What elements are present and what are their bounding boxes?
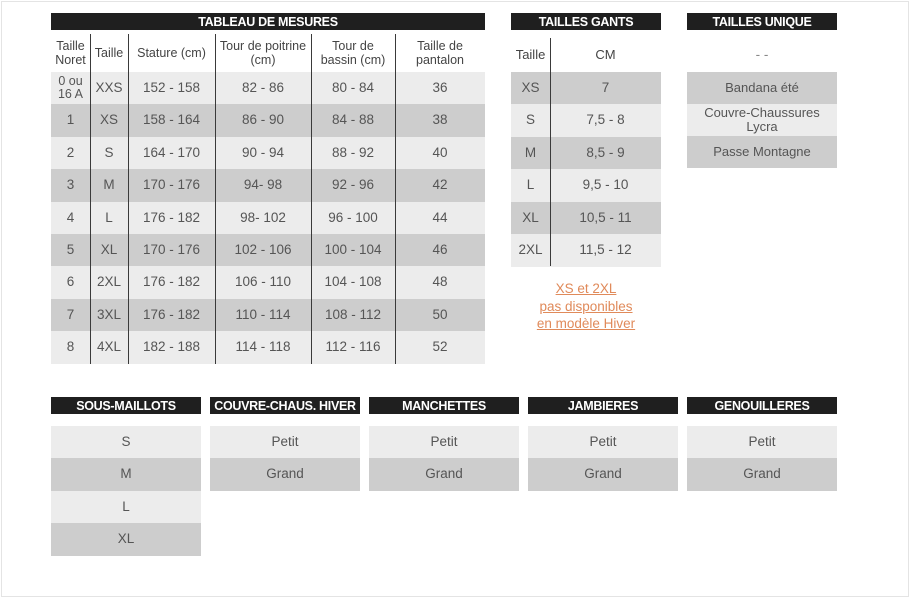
measurements-cell-r8-c1: 4XL <box>90 331 128 364</box>
gloves-cell-r4-c0: XL <box>511 202 550 235</box>
accessory-item-3-1: Grand <box>528 458 678 491</box>
measurements-cell-r7-c0: 7 <box>51 299 90 332</box>
accessory-item-0-1: M <box>51 458 201 491</box>
gloves-title: TAILLES GANTS <box>511 13 661 30</box>
measurements-cell-r6-c4: 104 - 108 <box>311 266 395 299</box>
measurements-cell-r1-c0: 1 <box>51 104 90 137</box>
measurements-header-2: Stature (cm) <box>137 45 206 60</box>
measurements-cell-r0-c0: 0 ou 16 A <box>51 72 90 105</box>
measurements-cell-r6-c0: 6 <box>51 266 90 299</box>
measurements-col-divider-0 <box>90 34 91 364</box>
measurements-cell-r4-c4: 96 - 100 <box>311 202 395 235</box>
gloves-col-divider <box>550 38 551 266</box>
accessory-title-3: JAMBIERES <box>528 397 678 414</box>
accessory-item-2-1: Grand <box>369 458 519 491</box>
gloves-cell-r1-c1: 7,5 - 8 <box>550 104 661 137</box>
measurements-cell-r4-c1: L <box>90 202 128 235</box>
measurements-header-1: Taille <box>94 45 124 60</box>
measurements-cell-r0-c5: 36 <box>395 72 485 105</box>
measurements-cell-r7-c3: 110 - 114 <box>215 299 311 332</box>
measurements-cell-r8-c0: 8 <box>51 331 90 364</box>
measurements-cell-r5-c3: 102 - 106 <box>215 234 311 267</box>
measurements-cell-r3-c4: 92 - 96 <box>311 169 395 202</box>
gloves-cell-r4-c1: 10,5 - 11 <box>550 202 661 235</box>
measurements-cell-r2-c3: 90 - 94 <box>215 137 311 170</box>
accessory-item-0-3: XL <box>51 523 201 556</box>
measurements-cell-r1-c1: XS <box>90 104 128 137</box>
one-size-item-couvre-chaussures: Couvre-Chaussures Lycra <box>687 104 837 136</box>
gloves-note-line-3: en modèle Hiver <box>536 316 636 332</box>
measurements-header-3: Tour de poitrine (cm) <box>219 38 307 67</box>
measurements-header-0: Taille Noret <box>55 38 86 67</box>
measurements-cell-r3-c1: M <box>90 169 128 202</box>
gloves-note-line-2: pas disponibles <box>539 298 633 314</box>
measurements-col-divider-4 <box>395 34 396 364</box>
measurements-header-4: Tour de bassin (cm) <box>320 38 386 67</box>
gloves-header-1: CM <box>595 46 616 62</box>
measurements-cell-r3-c0: 3 <box>51 169 90 202</box>
one-size-title: TAILLES UNIQUE <box>687 13 837 30</box>
measurements-cell-r5-c1: XL <box>90 234 128 267</box>
measurements-cell-r6-c2: 176 - 182 <box>128 266 215 299</box>
gloves-cell-r3-c0: L <box>511 169 550 202</box>
measurements-cell-r8-c3: 114 - 118 <box>215 331 311 364</box>
measurements-cell-r3-c5: 42 <box>395 169 485 202</box>
accessory-title-2: MANCHETTES <box>369 397 519 414</box>
accessory-title-1: COUVRE-CHAUS. HIVER <box>210 397 360 414</box>
measurements-cell-r7-c2: 176 - 182 <box>128 299 215 332</box>
measurements-cell-r1-c2: 158 - 164 <box>128 104 215 137</box>
measurements-cell-r4-c5: 44 <box>395 202 485 235</box>
measurements-cell-r8-c5: 52 <box>395 331 485 364</box>
accessory-title-0: SOUS-MAILLOTS <box>51 397 201 414</box>
measurements-cell-r2-c2: 164 - 170 <box>128 137 215 170</box>
measurements-cell-r5-c2: 170 - 176 <box>128 234 215 267</box>
measurements-cell-r5-c4: 100 - 104 <box>311 234 395 267</box>
one-size-item-bandana: Bandana été <box>687 72 837 104</box>
gloves-cell-r1-c0: S <box>511 104 550 137</box>
accessory-item-4-1: Grand <box>687 458 837 491</box>
gloves-cell-r2-c1: 8,5 - 9 <box>550 137 661 170</box>
gloves-cell-r5-c0: 2XL <box>511 234 550 267</box>
gloves-note-line-1: XS et 2XL <box>555 281 617 296</box>
gloves-header-0: Taille <box>515 46 546 62</box>
measurements-header-5: Taille de pantalon <box>416 38 464 67</box>
gloves-note <box>511 280 661 333</box>
gloves-cell-r0-c0: XS <box>511 72 550 105</box>
measurements-cell-r6-c3: 106 - 110 <box>215 266 311 299</box>
measurements-cell-r6-c5: 48 <box>395 266 485 299</box>
measurements-cell-r2-c5: 40 <box>395 137 485 170</box>
measurements-cell-r2-c1: S <box>90 137 128 170</box>
one-size-header: - - <box>755 46 769 62</box>
measurements-cell-r7-c5: 50 <box>395 299 485 332</box>
measurements-cell-r6-c1: 2XL <box>90 266 128 299</box>
gloves-cell-r2-c0: M <box>511 137 550 170</box>
accessory-item-1-1: Grand <box>210 458 360 491</box>
accessory-item-2-0: Petit <box>369 426 519 459</box>
measurements-cell-r5-c5: 46 <box>395 234 485 267</box>
measurements-cell-r0-c2: 152 - 158 <box>128 72 215 105</box>
measurements-cell-r4-c3: 98- 102 <box>215 202 311 235</box>
measurements-cell-r4-c0: 4 <box>51 202 90 235</box>
measurements-cell-r2-c4: 88 - 92 <box>311 137 395 170</box>
measurements-col-divider-2 <box>215 34 216 364</box>
measurements-col-divider-1 <box>128 34 129 364</box>
measurements-cell-r0-c1: XXS <box>90 72 128 105</box>
one-size-item-passe-montagne: Passe Montagne <box>687 136 837 168</box>
measurements-cell-r1-c4: 84 - 88 <box>311 104 395 137</box>
measurements-title: TABLEAU DE MESURES <box>51 13 485 30</box>
measurements-cell-r7-c1: 3XL <box>90 299 128 332</box>
measurements-cell-r3-c2: 170 - 176 <box>128 169 215 202</box>
measurements-col-divider-3 <box>311 34 312 364</box>
measurements-cell-r1-c3: 86 - 90 <box>215 104 311 137</box>
gloves-cell-r3-c1: 9,5 - 10 <box>550 169 661 202</box>
accessory-item-4-0: Petit <box>687 426 837 459</box>
measurements-cell-r3-c3: 94- 98 <box>215 169 311 202</box>
accessory-item-0-0: S <box>51 426 201 459</box>
gloves-cell-r5-c1: 11,5 - 12 <box>550 234 661 267</box>
measurements-cell-r7-c4: 108 - 112 <box>311 299 395 332</box>
accessory-item-1-0: Petit <box>210 426 360 459</box>
measurements-cell-r4-c2: 176 - 182 <box>128 202 215 235</box>
measurements-cell-r1-c5: 38 <box>395 104 485 137</box>
measurements-cell-r2-c0: 2 <box>51 137 90 170</box>
accessory-item-0-2: L <box>51 491 201 524</box>
gloves-cell-r0-c1: 7 <box>550 72 661 105</box>
measurements-cell-r5-c0: 5 <box>51 234 90 267</box>
measurements-cell-r0-c4: 80 - 84 <box>311 72 395 105</box>
accessory-title-4: GENOUILLERES <box>687 397 837 414</box>
accessory-item-3-0: Petit <box>528 426 678 459</box>
measurements-cell-r0-c3: 82 - 86 <box>215 72 311 105</box>
measurements-cell-r8-c4: 112 - 116 <box>311 331 395 364</box>
measurements-cell-r8-c2: 182 - 188 <box>128 331 215 364</box>
